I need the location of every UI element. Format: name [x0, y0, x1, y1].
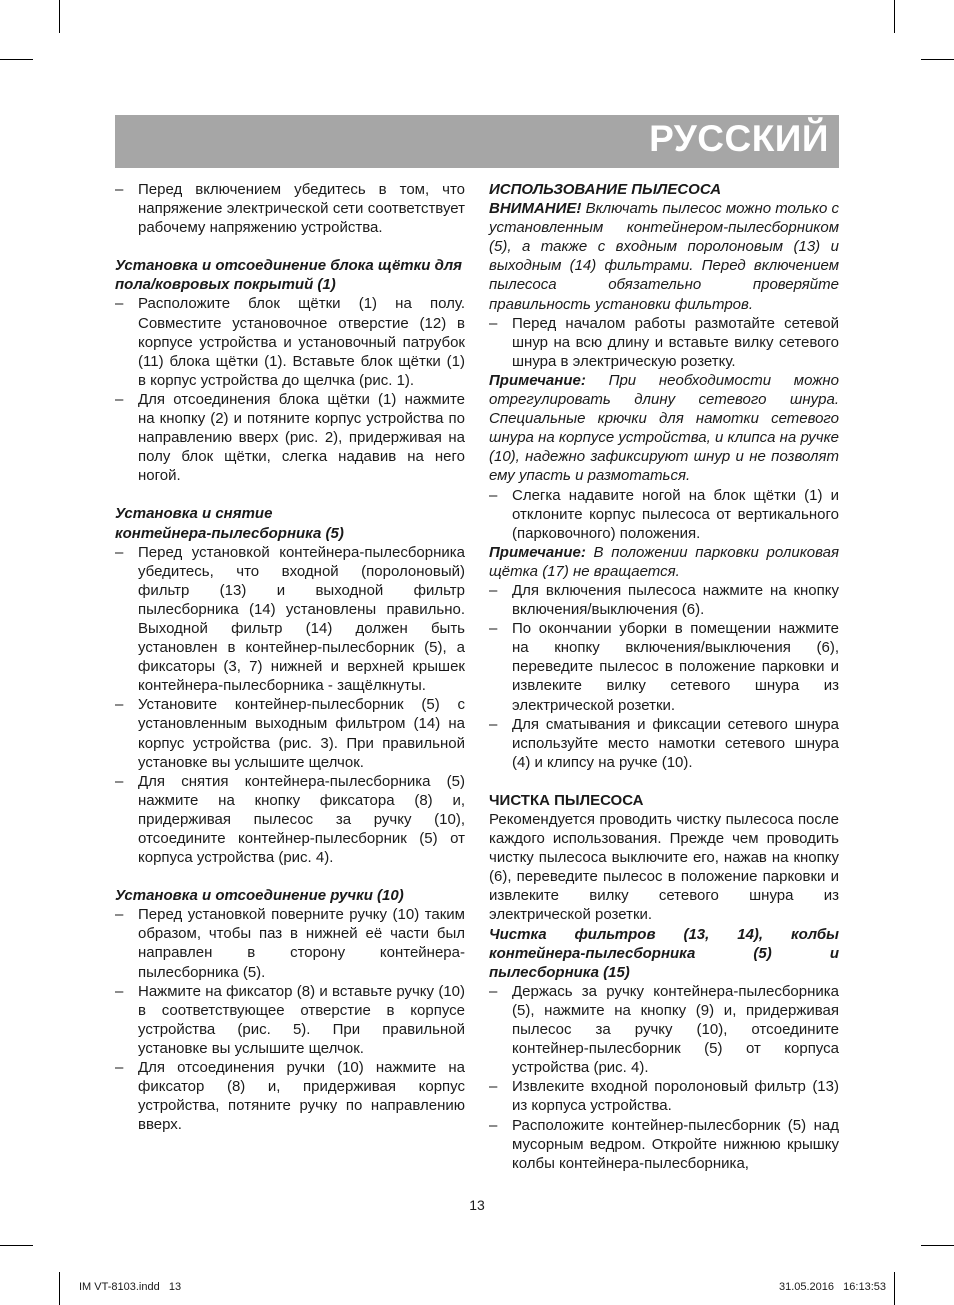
- list-item: – Перед установкой контейнера-пылесборника убедитесь, что входной (поролоновый) фильтр (13) и выходной фильтр пылесборника (14) установлены правильно. Выходной фильтр (14) должен быть установлен в контейнер-пылесборник (5), а фиксаторы (3, 7) нижней и верхней крышек контейнера-пылесборника - защёлкнуты.: [115, 543, 465, 696]
- list-item: – Для отсоединения блока щётки (1) нажмите на кнопку (2) и потяните корпус устройства по направлению вверх (рис. 2), придерживая на полу блок щётки, слегка надавив на него ногой.: [115, 390, 465, 485]
- crop-mark: [0, 1245, 33, 1246]
- list-item: – Расположите блок щётки (1) на полу. Совместите установочное отверстие (12) в корпусе устройства и установочный патрубок (11) блока щётки (1). Вставьте блок щётки (1) в корпус устройства до щелчка (рис. 1).: [115, 294, 465, 389]
- list-item: – Нажмите на фиксатор (8) и вставьте ручку (10) в соответствующее отверстие в корпусе устройства (рис. 5). При правильной установке вы услышите щелчок.: [115, 982, 465, 1058]
- list-item: – Для сматывания и фиксации сетевого шнура используйте место намотки сетевого шнура (4) и клипсу на ручке (10).: [489, 715, 839, 772]
- warning-text: Включать пылесос можно только с установленным контейнером-пылесборником (5), а также с входным поролоновым (13) и выходным (14) фильтрами. Перед включением пылесоса обязательно проверяйте правильность установки фильтров.: [489, 200, 839, 313]
- list-item: – Держась за ручку контейнера-пылесборника (5), нажмите на кнопку (9) и, придерживая пылесос за ручку (10), отсоедините контейнер-пылесборник (5) от корпуса устройства (рис. 4).: [489, 982, 839, 1077]
- list-item: – Извлеките входной поролоновый фильтр (13) из корпуса устройства.: [489, 1077, 839, 1115]
- language-banner: [115, 115, 839, 168]
- list-item: – По окончании уборки в помещении нажмите на кнопку включения/выключения (6), переведите пылесос в положение парковки и извлеките вилку сетевого шнура из электрической розетки.: [489, 619, 839, 714]
- section-heading: контейнера-пылесборника (5): [115, 524, 344, 542]
- section-heading: Установка и отсоединение блока щётки для пола/ковровых покрытий (1): [115, 257, 462, 294]
- list-item: – Слегка надавите ногой на блок щётки (1) и отклоните корпус пылесоса от вертикального (парковочного) положения.: [489, 486, 839, 543]
- list-item: – Для отсоединения ручки (10) нажмите на фиксатор (8) и, придерживая корпус устройства, потяните ручку по направлению вверх.: [115, 1058, 465, 1134]
- note-label: Примечание:: [489, 543, 586, 561]
- list-item: – Расположите контейнер-пылесборник (5) над мусорным ведром. Откройте нижнюю крышку колбы контейнера-пылесборника,: [489, 1116, 839, 1173]
- crop-mark: [59, 1272, 60, 1305]
- section-heading: Установка и отсоединение ручки (10): [115, 887, 404, 905]
- note-text: В положении парковки роликовая щётка (17) не вращается.: [489, 543, 839, 580]
- note-text: При необходимости можно отрегулировать длину сетевого шнура. Специальные крючки для намотки сетевого шнура на корпусе устройства, и клипса на ручке (10), надежно зафиксируют шнур и не позволят ему упасть и размотаться.: [489, 371, 839, 485]
- crop-mark: [894, 1272, 895, 1305]
- right-column: [489, 180, 839, 1173]
- list-item: – Перед включением убедитесь в том, что напряжение электрической сети соответствует рабочему напряжению устройства.: [115, 180, 465, 237]
- list-item: – Для снятия контейнера-пылесборника (5) нажмите на кнопку фиксатора (8) и, придерживая пылесос за ручку (10), отсоедините контейнер-пылесборник (5) от корпуса устройства (рис. 4).: [115, 772, 465, 867]
- list-item: – Для включения пылесоса нажмите на кнопку включения/выключения (6).: [489, 581, 839, 619]
- note-paragraph: [489, 371, 839, 486]
- page-number: 13: [469, 1197, 485, 1213]
- list-item: – Установите контейнер-пылесборник (5) с установленным выходным фильтром (14) на корпус устройства (рис. 3). При правильной установке вы услышите щелчок.: [115, 695, 465, 771]
- crop-mark: [921, 59, 954, 60]
- section-heading: Чистка фильтров (13, 14), колбы контейнера-пылесборника (5) и пылесборника (15): [489, 925, 839, 981]
- warning-paragraph: [489, 199, 839, 314]
- crop-mark: [0, 59, 33, 60]
- footer-file-info: IM VT-8103.indd 13: [79, 1281, 182, 1293]
- section-heading: Установка и снятие: [115, 505, 273, 523]
- note-label: Примечание:: [489, 371, 586, 389]
- crop-mark: [894, 0, 895, 33]
- crop-mark: [59, 0, 60, 33]
- footer-timestamp: 31.05.2016 16:13:53: [778, 1281, 886, 1293]
- section-heading: ИСПОЛЬЗОВАНИЕ ПЫЛЕСОСА: [489, 181, 722, 198]
- crop-mark: [921, 1245, 954, 1246]
- list-item: – Перед началом работы размотайте сетевой шнур на всю длину и вставьте вилку сетевого шнура в электрическую розетку.: [489, 314, 839, 371]
- note-paragraph: [489, 543, 839, 581]
- body-paragraph: Рекомендуется проводить чистку пылесоса после каждого использования. Прежде чем проводить чистку пылесоса выключите его, нажав на кнопку (6), переведите пылесос в положение парковки и извлеките вилку сетевого шнура из электрической розетки.: [489, 811, 839, 924]
- warning-label: ВНИМАНИЕ!: [489, 200, 582, 218]
- left-column: [115, 180, 465, 1134]
- section-heading: ЧИСТКА ПЫЛЕСОСА: [489, 791, 644, 809]
- language-title: РУССКИЙ: [649, 118, 829, 159]
- list-item: – Перед установкой поверните ручку (10) таким образом, чтобы паз в нижней её части был направлен в сторону контейнера-пылесборника (5).: [115, 905, 465, 981]
